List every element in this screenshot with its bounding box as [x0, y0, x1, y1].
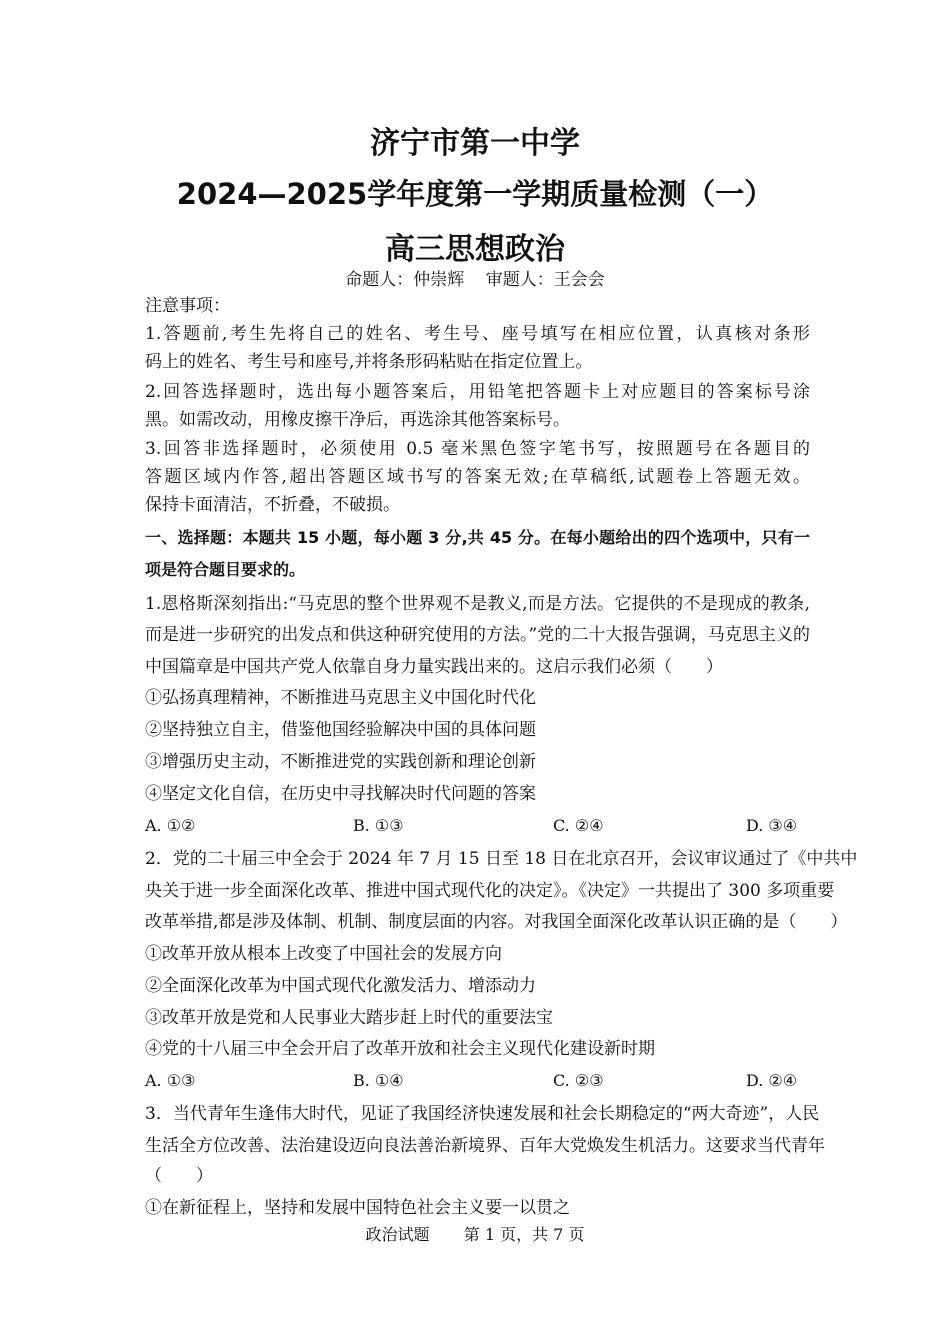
notice-line: 3.回答非选择题时，必须使用 0.5 毫米黑色签字笔书写，按照题号在各题目的 [145, 439, 810, 459]
section-heading: 一、选择题：本题共 15 小题，每小题 3 分,共 45 分。在每小题给出的四个选项中，只有一 [145, 528, 810, 547]
question-stem: 央关于进一步全面深化改革、推进中国式现代化的决定》。《决定》一共提出了 300 多项重要 [145, 881, 835, 901]
section-heading: 项是符合题目要求的。 [145, 560, 306, 579]
exam-title: 2024—2025学年度第一学期质量检测（一） [176, 177, 774, 211]
option-d: D. ②④ [746, 1071, 798, 1090]
question-stem: 改革举措,都是涉及体制、机制、制度层面的内容。对我国全面深化改革认识正确的是（ ） [145, 912, 848, 932]
question-item: ②全面深化改革为中国式现代化激发活力、增添动力 [145, 976, 536, 996]
authors-line [0, 265, 950, 290]
notice-line: 保持卡面清洁，不折叠，不破损。 [145, 495, 400, 515]
question-item: ①弘扬真理精神，不断推进马克思主义中国化时代化 [145, 688, 536, 708]
option-c: C. ②③ [553, 1071, 604, 1090]
question-item: ④坚定文化自信，在历史中寻找解决时代问题的答案 [145, 784, 536, 804]
question-item: ①在新征程上，坚持和发展中国特色社会主义要一以贯之 [145, 1198, 570, 1218]
footer-page-number: 第 1 页，共 7 页 [463, 1225, 585, 1244]
notice-line: 答题区域内作答,超出答题区域书写的答案无效;在草稿纸,试题卷上答题无效。 [145, 467, 810, 487]
question-item: ④党的十八届三中全会开启了改革开放和社会主义现代化建设新时期 [145, 1039, 655, 1059]
setter: 命题人：仲崇辉 [345, 270, 465, 290]
option-c: C. ②④ [553, 816, 604, 835]
question-item: ③改革开放是党和人民事业大踏步赶上时代的重要法宝 [145, 1008, 553, 1028]
option-b: B. ①③ [353, 816, 404, 835]
page-footer [0, 1222, 950, 1245]
notice-line: 1.答题前,考生先将自己的姓名、考生号、座号填写在相应位置，认真核对条形 [145, 324, 810, 344]
subject-title: 高三思想政治 [385, 232, 565, 267]
question-stem: 而是进一步研究的出发点和供这种研究使用的方法。”党的二十大报告强调，马克思主义的 [145, 625, 810, 645]
question-item: ①改革开放从根本上改变了中国社会的发展方向 [145, 944, 502, 964]
notice-line: 码上的姓名、考生号和座号,并将条形码粘贴在指定位置上。 [145, 352, 593, 372]
question-item: ③增强历史主动，不断推进党的实践创新和理论创新 [145, 752, 536, 772]
option-d: D. ③④ [746, 816, 798, 835]
question-stem: （ ） [145, 1166, 213, 1186]
notice-line: 黑。如需改动，用橡皮擦干净后，再选涂其他答案标号。 [145, 410, 570, 430]
notice-title: 注意事项： [145, 296, 230, 316]
school-name: 济宁市第一中学 [370, 126, 580, 161]
question-item: ②坚持独立自主，借鉴他国经验解决中国的具体问题 [145, 720, 536, 740]
option-a: A. ①② [145, 816, 196, 835]
notice-line: 2.回答选择题时，选出每小题答案后，用铅笔把答题卡上对应题目的答案标号涂 [145, 382, 810, 402]
option-b: B. ①④ [353, 1071, 404, 1090]
question-stem: 3．当代青年生逢伟大时代，见证了我国经济快速发展和社会长期稳定的“两大奇迹”，人民 [145, 1104, 820, 1124]
question-stem: 1.恩格斯深刻指出:“马克思的整个世界观不是教义,而是方法。它提供的不是现成的教条, [145, 594, 810, 614]
question-stem: 生活全方位改善、法治建设迈向良法善治新境界、百年大党焕发生机活力。这要求当代青年 [145, 1136, 825, 1156]
footer-subject: 政治试题 [365, 1225, 430, 1244]
question-stem: 2．党的二十届三中全会于 2024 年 7 月 15 日至 18 日在北京召开，会议审议通过了《中共中 [145, 849, 858, 869]
reviewer: 审题人：王会会 [485, 270, 605, 290]
question-stem: 中国篇章是中国共产党人依靠自身力量实践出来的。这启示我们必须（ ） [145, 657, 723, 677]
option-a: A. ①③ [145, 1071, 196, 1090]
